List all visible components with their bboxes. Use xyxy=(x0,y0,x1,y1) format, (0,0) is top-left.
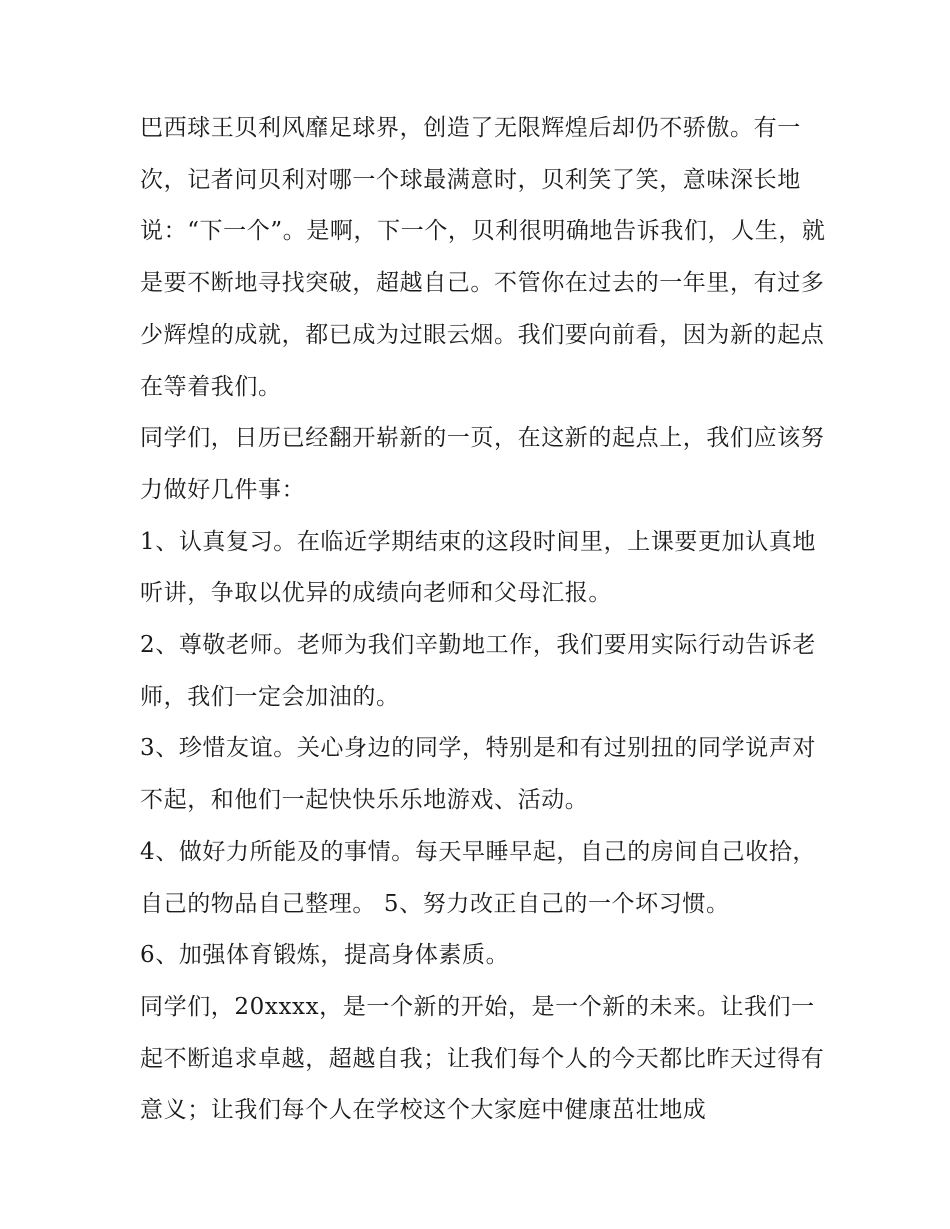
paragraph-item-6: 6、加强体育锻炼，提高身体素质。 xyxy=(140,942,510,969)
paragraph-item-4-5: 4、做好力所能及的事情。每天早睡早起，自己的房间自己收拾，自己的物品自己整理。 5、努力改正自己的一个坏习惯。 xyxy=(140,838,817,917)
document-body xyxy=(140,103,830,1137)
paragraph-pele: 巴西球王贝利风靡足球界，创造了无限辉煌后却仍不骄傲。有一次，记者问贝利对哪一个球最满意时，贝利笑了笑，意味深长地说：“下一个”。是啊，下一个，贝利很明确地告诉我们，人生，就是要不断地寻找突破，超越自己。不管你在过去的一年里，有过多少辉煌的成就，都已成为过眼云烟。我们要向前看，因为新的起点在等着我们。 xyxy=(140,115,826,400)
paragraph-intro: 同学们，日历已经翻开崭新的一页，在这新的起点上，我们应该努力做好几件事： xyxy=(140,425,825,503)
paragraph-item-1: 1、认真复习。在临近学期结束的这段时间里，上课要更加认真地听讲，争取以优异的成绩向老师和父母汇报。 xyxy=(140,528,817,607)
paragraph-item-3: 3、珍惜友谊。关心身边的同学，特别是和有过别扭的同学说声对不起，和他们一起快快乐乐地游戏、活动。 xyxy=(140,735,817,814)
paragraph-closing: 同学们，20xxxx，是一个新的开始，是一个新的未来。让我们一起不断追求卓越，超越自我；让我们每个人的今天都比昨天过得有意义；让我们每个人在学校这个大家庭中健康茁壮地成 xyxy=(140,993,825,1124)
paragraph-item-2: 2、尊敬老师。老师为我们辛勤地工作，我们要用实际行动告诉老师，我们一定会加油的。 xyxy=(140,632,817,710)
